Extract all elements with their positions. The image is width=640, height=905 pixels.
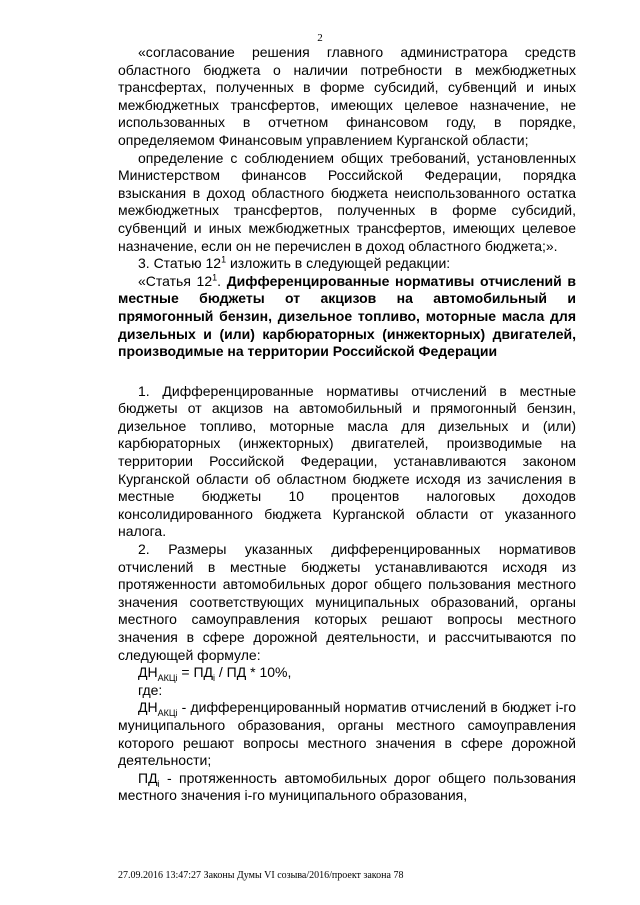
- paragraph-determination: определение с соблюдением общих требований, установленных Министерством финансов Российской Федерации, порядка взыскания в доход областного бюджета неиспользованного остатка межбюджетных трансфертов, полученных в форме субсидий, субвенций и иных межбюджетных трансфертов, имеющих целевое назначение, если он не перечислен в доход областного бюджета;».: [118, 149, 576, 254]
- paragraph-clause-1: 1. Дифференцированные нормативы отчислений в местные бюджеты от акцизов на автомобильный и прямогонный бензин, дизельное топливо, моторные масла для дизельных и (или) карбюраторных (инжекторных) двигателей, производимые на территории Российской Федерации, устанавливаются законом Курганской области об областном бюджете исходя из зачисления в местные бюджеты 10 процентов налоговых доходов консолидированного бюджета Курганской области от указанного налога.: [118, 382, 576, 540]
- page-number: 2: [317, 32, 323, 44]
- document-body: [118, 44, 576, 805]
- amendment-text-start: 3. Статью 12: [138, 255, 222, 272]
- where-label: где:: [138, 681, 163, 698]
- definition-dn: $ДН_{АКЦi}$ - дифференцированный норматив отчислений в бюджет i-го муниципального образования, органы местного самоуправления которого решают вопросы местного значения в сфере дорожной деятельности;: [118, 699, 576, 769]
- footer-document-path: 27.09.2016 13:47:27 Законы Думы VI созыва/2016/проект закона 78: [118, 870, 404, 881]
- definition-pd: $ПД_i$ - протяженность автомобильных дорог общего пользования местного значения i-го муниципального образования,: [118, 769, 576, 804]
- article-title: Дифференцированные нормативы отчислений в местные бюджеты от акцизов на автомобильный и прямогонный бензин, дизельное топливо, моторные масла для дизельных и (или) карбюраторных (инжекторных) двигателей, производимые на территории Российской Федерации: [118, 272, 576, 360]
- article-label: «Статья 12: [138, 272, 213, 289]
- paragraph-article-amendment: [118, 255, 576, 273]
- article-heading: [118, 273, 576, 361]
- article-label-separator: .: [217, 272, 227, 289]
- paragraph-clause-2: 2. Размеры указанных дифференцированных нормативов отчислений в местные бюджеты устанавливаются исходя из протяженности автомобильных дорог общего пользования местного значения соответствующих муниципальных образований, органы местного самоуправления которых решают вопросы местного значения в сфере дорожной деятельности, и рассчитываются по следующей формуле:: [118, 541, 576, 663]
- amendment-text-end: изложить в следующей редакции:: [226, 255, 451, 272]
- paragraph-approval: «согласование решения главного администратора средств областного бюджета о наличии потребности в межбюджетных трансфертах, полученных в форме субсидий, субвенций и иных межбюджетных трансфертов, имеющих целевое назначение, не использованных в отчетном финансовом году, в порядке, определяемом Финансовым управлением Курганской области;: [118, 44, 576, 148]
- article-superscript: 1: [221, 254, 227, 265]
- formula: $ДН_{АКЦi} = ПД_i$ / ПД * 10%,: [138, 664, 292, 683]
- article-heading-superscript: 1: [212, 272, 218, 283]
